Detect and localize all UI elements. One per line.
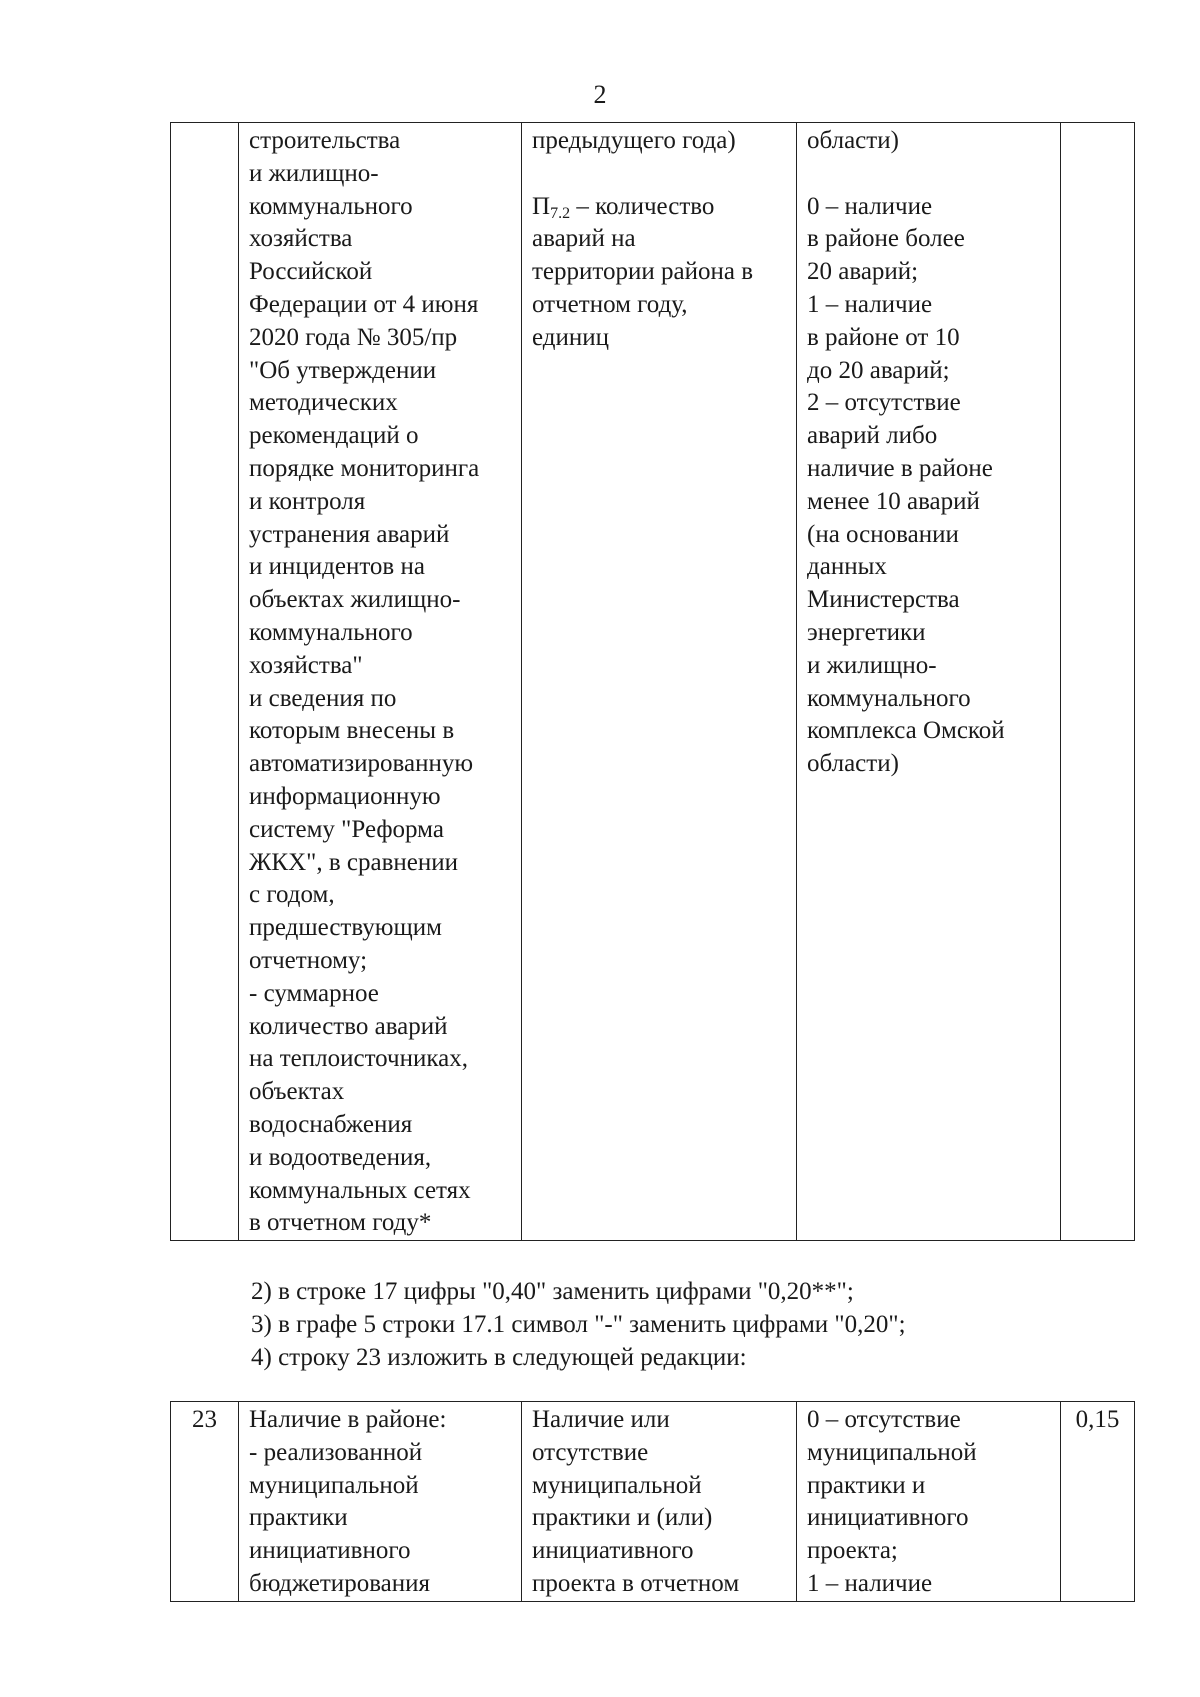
weight-cell: 0,15 [1061,1402,1135,1602]
amendment-item-4: 4) строку 23 изложить в следующей редакции: [251,1344,747,1371]
scoring-criteria-cell: 0 – отсутствие муниципальной практики и инициативного проекта; 1 – наличие [797,1402,1061,1602]
row-number-cell: 23 [171,1402,239,1602]
criteria-table-continuation [170,122,1135,1241]
criteria-table-row-23 [170,1401,1135,1602]
weight-cell [1061,123,1135,1241]
amendment-item-3: 3) в графе 5 строки 17.1 символ "-" заменить цифрами "0,20"; [251,1311,906,1338]
indicator-name-cell: Наличие в районе: - реализованной муниципальной практики инициативного бюджетирования [239,1402,522,1602]
formula-text-top: предыдущего года) [532,127,736,154]
calculation-formula-cell [522,123,797,1241]
indicator-name-cell: строительства и жилищно- коммунального хозяйства Российской Федерации от 4 июня 2020 года № 305/пр "Об утверждении методических рекомендаций о порядке мониторинга и контроля устранения аварий и инцидентов на объектах жилищно- коммунального хозяйства" и сведения по которым внесены в автоматизированную информационную систему "Реформа ЖКХ", в сравнении с годом, предшествующим отчетному; - суммарное количество аварий на теплоисточниках, объектах водоснабжения и водоотведения, коммунальных сетях в отчетном году* [239,123,522,1241]
calculation-formula-cell: Наличие или отсутствие муниципальной практики и (или) инициативного проекта в отчетном [522,1402,797,1602]
formula-variable: П [532,192,551,220]
scoring-criteria-cell: области) 0 – наличие в районе более 20 аварий; 1 – наличие в районе от 10 до 20 аварий; 2 – отсутствие аварий либо наличие в районе менее 10 аварий (на основании данных Министерства энергетики и жилищно- коммунального комплекса Омской области) [797,123,1061,1241]
row-number-cell [171,123,239,1241]
table-row [171,123,1135,1241]
page-number: 2 [593,80,607,109]
amendment-item-2: 2) в строке 17 цифры "0,40" заменить цифрами "0,20**"; [251,1278,854,1305]
formula-variable-index: 7.2 [550,204,571,222]
formula-variable-description: – количество аварий на территории района в отчетном году, единиц [532,192,754,351]
table-row [171,1402,1135,1602]
